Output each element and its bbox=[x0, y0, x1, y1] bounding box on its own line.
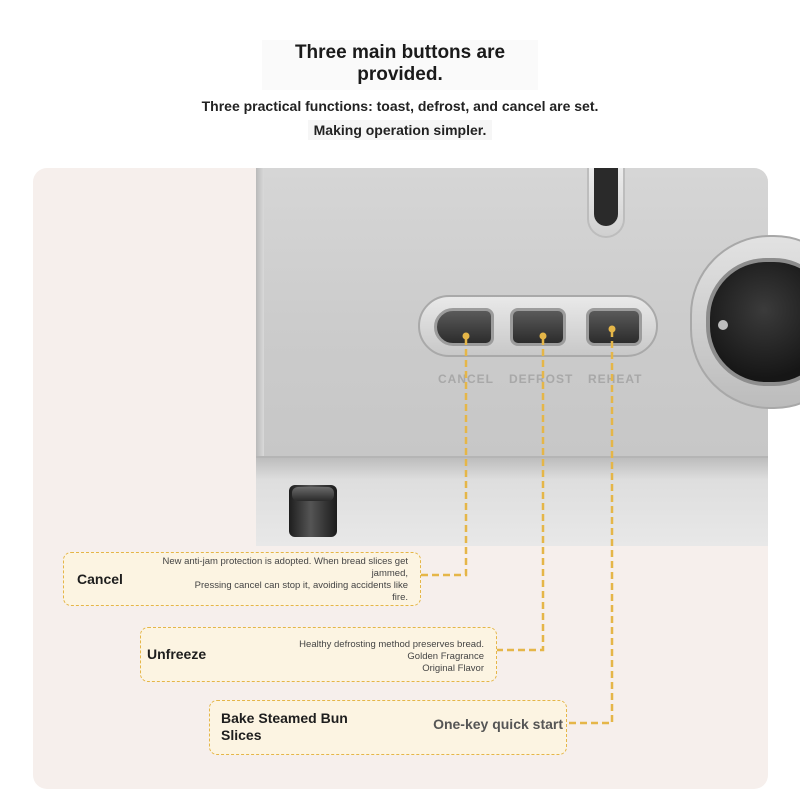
leader-dot-unfreeze bbox=[540, 333, 547, 340]
leader-dot-bake bbox=[609, 326, 616, 333]
leader-line-unfreeze bbox=[497, 338, 543, 650]
callout-desc-line: jammed, bbox=[371, 568, 408, 579]
defrost-button-label: DEFROST bbox=[509, 372, 574, 386]
callout-desc-line: New anti-jam protection is adopted. When bread slices get bbox=[162, 556, 408, 567]
subtitle-line-2-text: Making operation simpler. bbox=[308, 120, 493, 140]
callout-title: Cancel bbox=[77, 571, 123, 587]
callout-description bbox=[234, 639, 484, 675]
callout-desc-line: Healthy defrosting method preserves bread. bbox=[299, 639, 484, 650]
callout-desc-line: Pressing cancel can stop it, avoiding accidents like bbox=[194, 580, 408, 591]
cancel-button-label: CANCEL bbox=[438, 372, 494, 386]
leader-line-bake bbox=[567, 330, 612, 723]
callout-unfreeze bbox=[140, 627, 497, 682]
leader-dot-cancel bbox=[463, 333, 470, 340]
callout-desc-line: fire. bbox=[392, 592, 408, 603]
callout-desc-line: Original Flavor bbox=[422, 663, 484, 674]
callout-title: Unfreeze bbox=[147, 646, 207, 662]
callout-bake bbox=[209, 700, 567, 755]
page-title: Three main buttons are provided. bbox=[294, 42, 506, 85]
callout-cancel bbox=[63, 552, 421, 606]
subtitle-line-1: Three practical functions: toast, defrost, and cancel are set. bbox=[201, 98, 599, 114]
callout-desc-line: Golden Fragrance bbox=[407, 651, 484, 662]
leader-line-cancel bbox=[421, 338, 466, 575]
callout-title: Bake Steamed Bun Slices bbox=[221, 710, 348, 743]
reheat-button-label: REHEAT bbox=[588, 372, 643, 386]
callout-description: One-key quick start bbox=[433, 716, 563, 732]
callout-description bbox=[118, 556, 408, 604]
